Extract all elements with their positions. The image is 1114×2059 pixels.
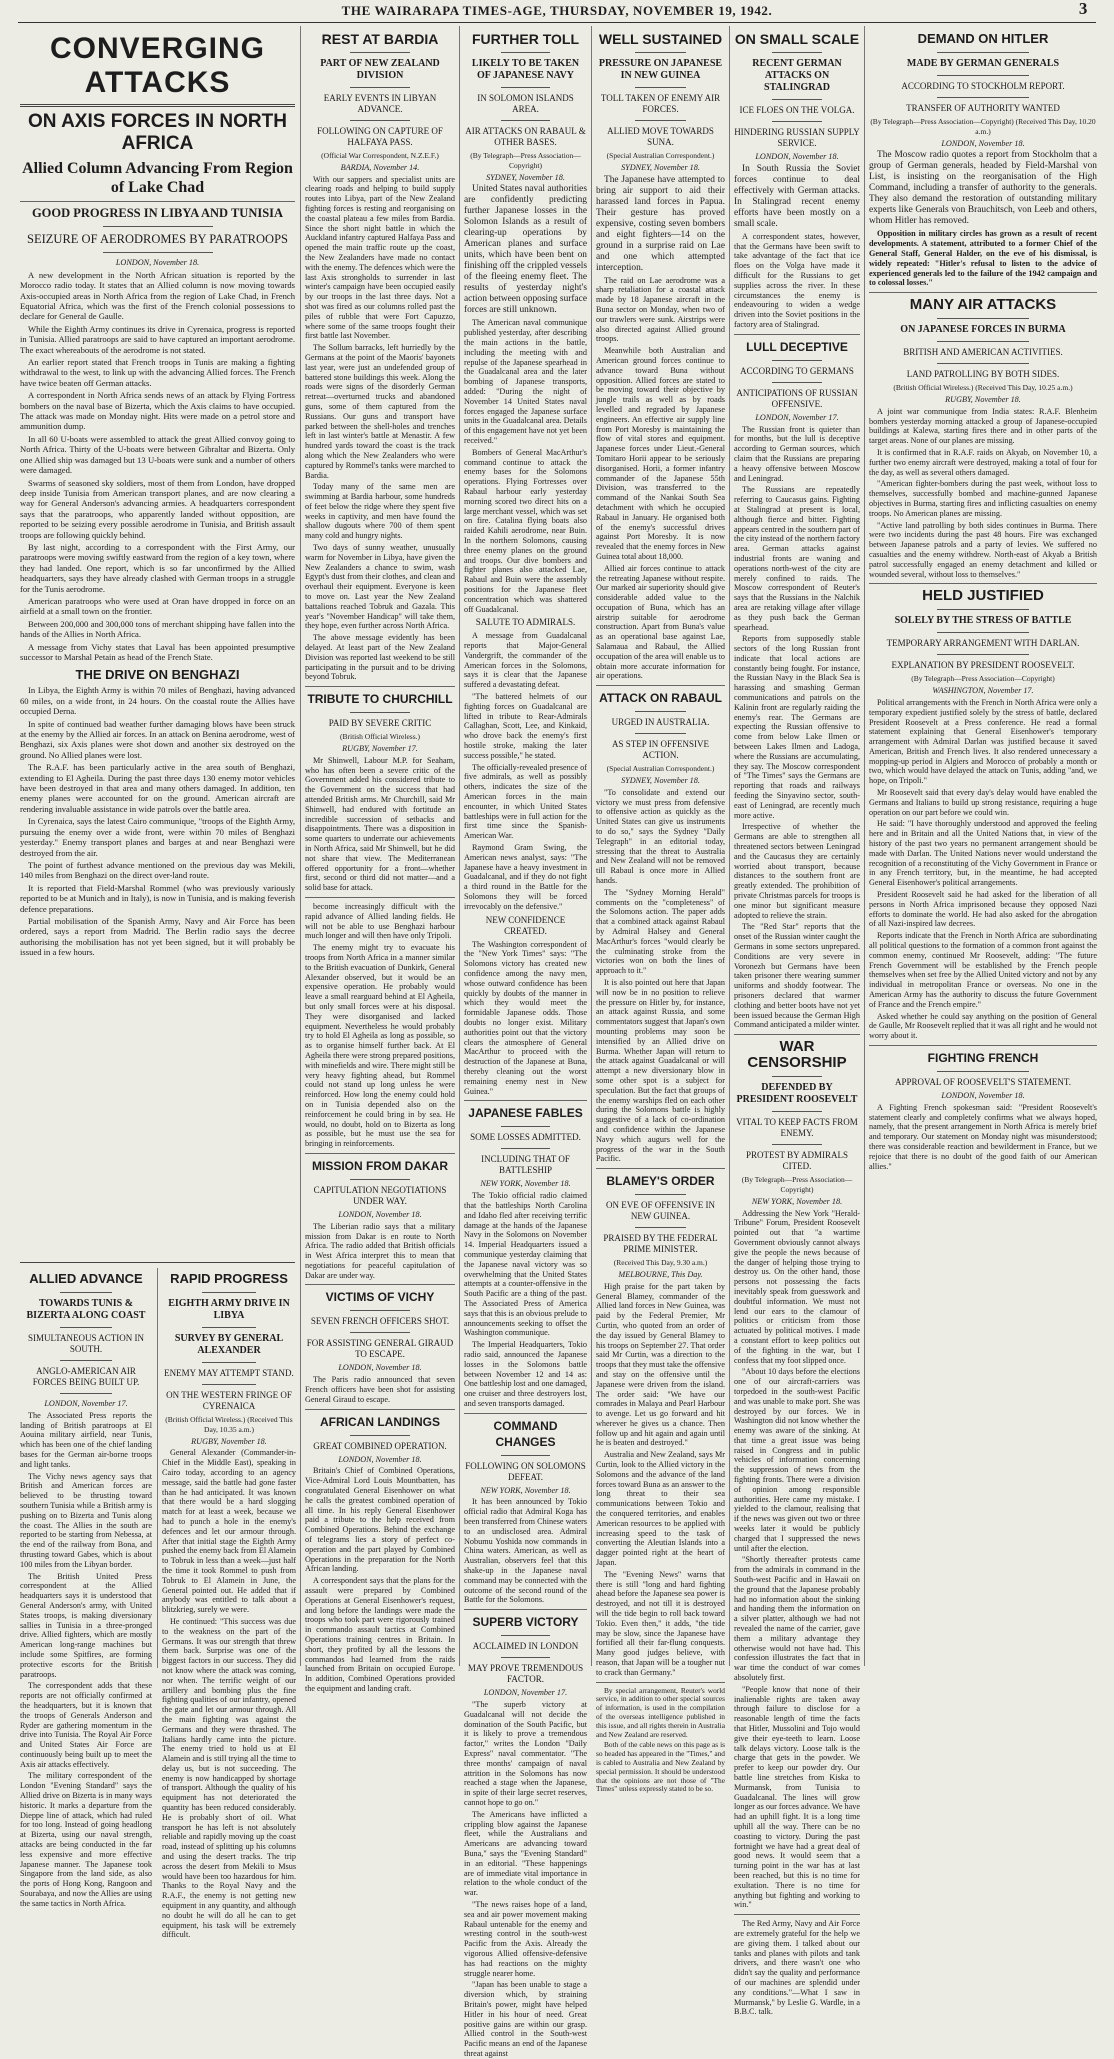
divider bbox=[202, 1327, 256, 1328]
story-subhead: ANTICIPATIONS OF RUSSIAN OFFENSIVE. bbox=[736, 387, 858, 409]
divider bbox=[937, 52, 1028, 53]
story-subhead: DEFENDED BY PRESIDENT ROOSEVELT bbox=[736, 1082, 858, 1106]
divider bbox=[350, 1435, 410, 1436]
story-subhead: AIR ATTACKS ON RABAUL & OTHER BASES. bbox=[465, 126, 586, 147]
divider bbox=[869, 292, 1097, 293]
divider bbox=[635, 1227, 687, 1228]
paragraph: Partial mobilisation of the Spanish Army, Navy and Air Force has been ordered, says a report from Madrid. The Berlin radio says the decree authorising the mobilisation has not yet been signed, but it will probably be issued in a few hours. bbox=[20, 915, 295, 958]
divider bbox=[734, 1034, 860, 1035]
dateline: LONDON, November 17. bbox=[755, 412, 839, 422]
divider bbox=[501, 1635, 550, 1636]
divider bbox=[596, 1682, 725, 1683]
paragraph: The "Sydney Morning Herald" comments on the "completeness" of the Solomons action. The paper adds that a combined attack against Rabaul by Admiral Halsey and General MacArthur's forces "would clearly be the culminating stroke from the victories won on both the lines of approach to it." bbox=[596, 887, 725, 976]
paragraph: In Libya, the Eighth Army is within 70 miles of Benghazi, having advanced 60 miles, on a wide front, in 24 hours. On the coastal route the Allies have occupied Derna. bbox=[20, 685, 295, 717]
column-4 bbox=[596, 28, 726, 1794]
story-subhead: FOR ASSISTING GENERAL GIRAUD TO ESCAPE. bbox=[306, 1338, 454, 1360]
paragraph: Australia and New Zealand, says Mr Curtin, look to the Allied victory in the Solomons and the advance of the land forces toward Buna as an answer to the long threat to their sea communications between Tokio and the conquered territories, and enables American resources to be applied with increasing speed to the task of converting the Aleutian Islands into a dagger pointed right at the heart of Japan. bbox=[596, 1450, 725, 1568]
story-subhead: ANGLO-AMERICAN AIR FORCES BEING BUILT UP. bbox=[32, 1366, 140, 1387]
credit-line: (Official War Correspondent, N.Z.E.F.) bbox=[321, 151, 439, 160]
column-2 bbox=[305, 28, 455, 1693]
story-subhead: SOME LOSSES ADMITTED. bbox=[470, 1132, 581, 1143]
story-subhead: PROTEST BY ADMIRALS CITED. bbox=[745, 1150, 849, 1172]
dateline: NEW YORK, November 18. bbox=[480, 1179, 571, 1189]
divider bbox=[20, 104, 295, 107]
story-headline: VICTIMS OF VICHY bbox=[325, 1290, 435, 1305]
paragraph: "The news raises hope of a land, sea and air power movement making Rabaul untenable for the enemy and wresting control in the south-west Pacific from the Axis. Already the vigorous Allied offensive-defensive has had reactions on the mighty struggle nearer home. bbox=[464, 1899, 587, 1978]
dateline: LONDON, November 18. bbox=[755, 152, 839, 161]
paragraph: Mr Shinwell, Labour M.P. for Seaham, who has often been a severe critic of the Government added his considered tribute to the Government on the success that had attended British arms. Mr Churchill, said Mr Shinwell, had endured with fortitude an incredible succession of setbacks and disappointments. There was a disposition in some quarters to underrate our achievements in North Africa, said Mr Shinwell, but he did not share that view. The Mediterranean offered opportunity for a front—whether first, second or third did not matter—and a solid base for attack. bbox=[305, 755, 455, 893]
paragraph: By last night, according to a correspondent with the First Army, our paratroops were moving swiftly eastward from the region of a key town, where they had landed. One report, which is so far unconfirmed by the Allied headquarters, says they have already clashed with German troops in a struggle for the Tunis aerodrome. bbox=[20, 541, 295, 594]
divider bbox=[350, 1310, 410, 1311]
story-subhead: TOWARDS TUNIS & BIZERTA ALONG COAST bbox=[26, 1298, 146, 1321]
divider bbox=[305, 897, 455, 898]
dateline: LONDON, November 18. bbox=[338, 1454, 422, 1464]
dateline: BARDIA, November 14. bbox=[340, 162, 420, 172]
main-deck-1: ON AXIS FORCES IN NORTH AFRICA bbox=[28, 111, 287, 154]
paragraph: With our sappers and specialist units are clearing roads and helping to build supply routes into Libya, part of the New Zealand fighting forces is resting and reorganising on the coastal plateau a few miles from Bardia. Since the short night battle in which the Auckland infantry captured Halfaya Pass and opened the main traffic route up the coast, the New Zealanders have made no contact with the enemy. The defences which were the last Axis strongholds to surrender in last winter's campaign have been occupied easily by our troops in the last three days. Not a shot was fired as our columns rolled past the piles of rubble that were Fort Capuzzo, where some of the same troops fought their first battle last November. bbox=[305, 174, 455, 341]
main-headline: CONVERGING ATTACKS bbox=[49, 32, 266, 99]
paragraph: The Red Army, Navy and Air Force are extremely grateful for the help we are giving them. I talked about our tanks and planes with pilots and tank drivers, and there wasn't one who didn't say the quality and performance of our machines are splendid under any conditions."—What I saw in Murmansk," by Leslie G. Wardle, in a B.B.C. talk. bbox=[734, 1919, 860, 2017]
main-deck-2: Allied Column Advancing From Region of Lake Chad bbox=[22, 160, 293, 196]
divider bbox=[60, 1393, 113, 1394]
paragraph: Britain's Chief of Combined Operations, Vice-Admiral Lord Louis Mountbatten, has congratulated General Eisenhower on what he calls the greatest combined operation of all time. In his reply General Eisenhower paid a tribute to the help received from Combined Operations. Behind the exchange of telegrams lies a story of perfect co-operation and the part played by Combined Operations in the preparation for the North African landing. bbox=[305, 1466, 455, 1574]
divider bbox=[635, 1194, 687, 1195]
divider bbox=[305, 1153, 455, 1154]
story-subhead: ALLIED MOVE TOWARDS SUNA. bbox=[607, 126, 714, 147]
column-6 bbox=[869, 28, 1097, 1668]
section-heading: THE DRIVE ON BENGHAZI bbox=[75, 667, 240, 683]
story-subhead: SURVEY BY GENERAL ALEXANDER bbox=[174, 1333, 284, 1356]
paragraph: United States naval authorities are confidently predicting further Japanese losses in the Solomon Islands as a result of clearing-up operations by American planes and surface units, which have been bent on finishing off the crippled vessels of the fleeing enemy fleet. The results of yesterday night's action between opposing surface forces are still unknown. bbox=[464, 184, 587, 316]
story-subhead: EXPLANATION BY PRESIDENT ROOSEVELT. bbox=[891, 660, 1075, 671]
story-headline: BLAMEY'S ORDER bbox=[606, 1174, 715, 1189]
credit-line: (British Official Wireless.) (Received This Day, 10.35 a.m.) bbox=[165, 1415, 293, 1434]
dateline: LONDON, November 18. bbox=[338, 1363, 422, 1373]
credit-line: (British Official Wireless.) (Received This Day, 10.25 a.m.) bbox=[893, 383, 1073, 393]
main-deck-4: SEIZURE OF AERODROMES BY PARATROOPS bbox=[27, 232, 288, 246]
section-subhead: SALUTE TO ADMIRALS. bbox=[475, 617, 576, 628]
paragraph: The Washington correspondent of the "New York Times" says: "The Solomons victory has created new confidence among the navy men, whose outward confidence has been quickly by doubts of the manner in which they would meet the formidable Japanese odds. Those doubts no longer exist. Military authorities point out that the victory clears the atmosphere of General MacArthur to proceed with the destruction of the Japanese at Buna, thereby cleaning out the worst remaining enemy nest in New Guinea." bbox=[464, 939, 587, 1096]
paragraph: An earlier report stated that French troops in Tunis are making a fighting withdrawal to the west, to link up with the advancing Allied forces. The French have twice beaten off German attacks. bbox=[20, 357, 295, 388]
story-headline: ATTACK ON RABAUL bbox=[599, 691, 722, 706]
story-subhead: MADE BY GERMAN GENERALS bbox=[906, 58, 1060, 69]
story-subhead: PRESSURE ON JAPANESE IN NEW GUINEA bbox=[598, 58, 723, 81]
paragraph: Allied air forces continue to attack the retreating Japanese without respite. Our marked air superiority should give considerable added value to the occupation of Buna, which has an airstrip suitable for aerodrome construction. Apart from Buna's value as an operational base against Lae, Salamaua and Rabaul, the Allied occupation of the area will enable us to obtain more accurate information for air operations. bbox=[596, 563, 725, 681]
paragraph: A joint war communique from India states: R.A.F. Blenheim bombers yesterday morning attacked a group of Japanese-occupied buildings at Kalewa, starting fires there and in other parts of the target areas. None of our planes are missing. bbox=[869, 406, 1097, 446]
divider bbox=[350, 1332, 410, 1333]
paragraph: It is confirmed that in R.A.F. raids on Akyab, on November 10, a further two enemy aircraft were destroyed, making a total of four for the day, as well as several others damaged. bbox=[869, 447, 1097, 477]
paragraph: "American fighter-bombers during the past week, without loss to themselves, successfully bombed and machine-gunned Japanese objectives in Burma, starting fires and inflicting casualties on enemy troops. No American planes are missing. bbox=[869, 479, 1097, 518]
divider bbox=[501, 87, 550, 88]
paragraph: In spite of continued bad weather further damaging blows have been struck at the enemy by the Allied air forces. In an attack on Benina aerodrome, west of Benghazi, six Axis planes were shot down and another six destroyed on the ground. No Allied planes were lost. bbox=[20, 718, 295, 760]
paragraph: The raid on Lae aerodrome was a sharp retaliation for a coastal attack made by 18 Japanese aircraft in the Buna sector on Monday, when two of our trawlers were sunk. Airstrips were also directed against Allied ground troops. bbox=[596, 275, 725, 344]
story-headline: SUPERB VICTORY bbox=[472, 1615, 579, 1630]
dateline: RUGBY, November 18. bbox=[191, 1436, 267, 1446]
paragraph: The correspondent adds that these reports are not officially confirmed at the headquarters, but it is known that the troops of Generals Anderson and Ryder are gathering momentum in the drive into Tunisia. The Royal Air Force and United States Air Force are continuously being built up to meet the Axis air attacks effectively. bbox=[20, 1681, 152, 1769]
dateline: SYDNEY, November 18. bbox=[486, 172, 565, 182]
credit-line: (By Telegraph—Press Association—Copyright) bbox=[911, 674, 1055, 684]
divider bbox=[464, 1609, 587, 1610]
story-headline: FIGHTING FRENCH bbox=[927, 1051, 1039, 1065]
divider bbox=[60, 1327, 113, 1328]
divider bbox=[501, 1148, 550, 1149]
paragraph: President Roosevelt said he had asked for the liberation of all persons in North Africa imprisoned because they opposed Nazi efforts to dominate the world. He had also asked for the abrogation of all Nazi-inspired law decrees. bbox=[869, 890, 1097, 929]
divider bbox=[202, 1362, 256, 1363]
divider bbox=[937, 97, 1028, 98]
credit-line: (Special Australian Correspondent.) bbox=[606, 151, 715, 160]
paragraph: In South Russia the Soviet forces continue to deal effectively with German attacks. In Stalingrad recent enemy efforts have been mostly on a small scale. bbox=[734, 163, 860, 229]
paragraph: A Fighting French spokesman said: "President Roosevelt's statement clearly and completely confirms what we always hoped, namely, that the present arrangement in North Africa is merely brief and temporary. Our statement on Monday night was misunderstood; there was considerable reaction and bewilderment in France, but we rejoice that there is no doubt of the good faith of our American allies." bbox=[869, 1102, 1097, 1171]
credit-line: (By Telegraph—Press Association—Copyright) bbox=[741, 1175, 853, 1194]
main-deck-3: GOOD PROGRESS IN LIBYA AND TUNISIA bbox=[31, 206, 284, 220]
paragraph: Between 200,000 and 300,000 tons of merchant shipping have fallen into the hands of the Allies in North Africa. bbox=[20, 618, 295, 640]
story-subhead: AS STEP IN OFFENSIVE ACTION. bbox=[612, 739, 709, 761]
story-subhead: IN SOLOMON ISLANDS AREA. bbox=[477, 93, 574, 114]
story-headline: WELL SUSTAINED bbox=[598, 31, 723, 47]
paragraph: The point of furthest advance mentioned on the previous day was Mekili, 140 miles from Benghazi on the direct over-land route. bbox=[20, 859, 295, 881]
paragraph: Reports indicate that the French in North Africa are subordinating all political questions to the formation of a common front against the common enemy, continued Mr Roosevelt, adding: "The future French Government will be established by the French people themselves when set free by the Allied United victory and not by any individual in metropolitan France or overseas. No one in the American Army has the authority to discuss the future Government of France and the French empire." bbox=[869, 931, 1097, 1009]
divider bbox=[596, 1168, 725, 1169]
divider bbox=[20, 201, 295, 202]
story-subhead: TRANSFER OF AUTHORITY WANTED bbox=[906, 103, 1060, 113]
story-headline: WAR CENSORSHIP bbox=[747, 1038, 847, 1072]
story-subhead: ICE FLOES ON THE VOLGA. bbox=[739, 105, 855, 115]
footnote: By special arrangement, Reuter's world service, in addition to other special sources of information, is used in the compilation of the overseas intelligence published in this issue, and all rights therein in Australia and New Zealand are reserved. bbox=[596, 1685, 725, 1739]
paragraph: While the Eighth Army continues its drive in Cyrenaica, progress is reported in Tunisia. Allied paratroops are said to have captured an important aerodrome. The exact whereabouts of the aerodrome is not stated. bbox=[20, 323, 295, 355]
story-subhead: SEVEN FRENCH OFFICERS SHOT. bbox=[310, 1316, 450, 1327]
paragraph: The Russian front is quieter than for months, but the lull is deceptive according to German sources, which claim that the Russians are preparing a heavy offensive between Moscow and Leningrad. bbox=[734, 424, 860, 483]
paragraph: The above message evidently has been delayed. At least part of the New Zealand Division was reported last weekend to be still participating in the pursuit and to be driving beyond Tobruk. bbox=[305, 633, 455, 682]
story-subhead: HINDERING RUSSIAN SUPPLY SERVICE. bbox=[734, 127, 860, 148]
paragraph: It is reported that Field-Marshal Rommel (who was previously variously reported to be at Munich and in Italy), is now in Tunisia, and is making feverish defence preparations. bbox=[20, 882, 295, 914]
story-headline: JAPANESE FABLES bbox=[468, 1106, 583, 1121]
divider bbox=[350, 120, 410, 121]
divider bbox=[635, 733, 687, 734]
story-headline: TRIBUTE TO CHURCHILL bbox=[307, 692, 453, 707]
credit-line: (Special Australian Correspondent.) bbox=[606, 764, 715, 774]
divider bbox=[20, 1262, 295, 1263]
paragraph: "The superb victory at Guadalcanal will not decide the domination of the South Pacific, but it is likely to prove a tremendous factor," writes the London "Daily Express" naval commentator. "The three months' campaign of naval attrition in the Solomons has now reached a stage when the Japanese, in spite of their large secret reserves, cannot hope to go on." bbox=[464, 1700, 587, 1808]
story-allied-advance bbox=[20, 1268, 152, 1908]
divider bbox=[501, 1657, 550, 1658]
story-subhead: URGED IN AUSTRALIA. bbox=[611, 717, 710, 728]
paragraph: Bombers of General MacArthur's command continue to attack the enemy bases for the Solomons operations. Flying Fortresses over Rabaul harbour early yesterday morning scored two direct hits on a large merchant vessel, which was set on fire. Catalina flying boats also raided Kahili aerodrome, near Buin. In the northern Solomons, causing three enemy planes on the ground and troops. Our dive bombers and fighter planes also attacked Lae, Rabaul and Buin were the assembly positions for the Japanese fleet concentration which was shattered off Guadalcanal. bbox=[464, 447, 587, 614]
paragraph: The Tokio official radio claimed that the battleships North Carolina and Idaho fled after receiving terrific damage at the hands of the Japanese Navy in the Solomons on November 14. Imperial Headquarters issued a communique yesterday claiming that the Japanese naval victory was so overwhelming that the United States attempts at a counter-offensive in the South Pacific are a thing of the past. The Associated Press of America says that this is an obvious prelude to announcements seeking to offset the Washington communique. bbox=[464, 1191, 587, 1338]
paragraph: "People know that none of their inalienable rights are taken away through failure to disclose for a reasonable length of time the facts that Hitler, Mussolini and Tojo would give their eye-teeth to learn. Loose talk delays victory. Loose talk is the charge that gets in the powder. We prefer to keep our powder dry. Our battle line stretches from Kiska to Murmansk, from Tunisia to Guadalcanal. The lines will grow longer as our forces advance. We have had an uphill fight. It is a long time uphill all the way. There can be no coasting to victory. During the past fortnight we have had a great deal of good news. It would seem that a turning point in the war has at last been reached, but this is no time for exultation. There is no time for anything but fighting and working to win." bbox=[734, 1684, 860, 1910]
paragraph: "About 10 days before the elections one of our aircraft-carriers was torpedoed in the south-west Pacific and was unable to make port. She was destroyed by our forces. We in Washington did not know whether the enemy was aware of the sinking. At that time a great issue was being raised in Congress and in public vehicles of information concerning the suppression of news from the fighting fronts. There were a division of opinion among responsible authorities. Here came my mistake. I yielded to the clamour, realising that if the news was given out two or three weeks later it would be publicly charged that I suppressed the news until after the election. bbox=[734, 1367, 860, 1553]
paragraph: The Moscow radio quotes a report from Stockholm that a group of German generals, headed by Field-Marshal von List, is insisting on the reorganisation of the High Command, including a transfer of authority to the generals. They also demand the restoration of outstanding military experts like Generals von Brauchitsch, von Leeb and others, whom Hitler has removed. bbox=[869, 150, 1097, 227]
story-headline: HELD JUSTIFIED bbox=[922, 587, 1044, 605]
divider bbox=[772, 360, 822, 361]
paragraph: The Liberian radio says that a military mission from Dakar is en route to North Africa. The radio added that British officials in West Africa interpret this to mean that negotiations for peaceful capitulation of Dakar are under way. bbox=[305, 1221, 455, 1280]
divider bbox=[305, 1284, 455, 1285]
divider bbox=[937, 654, 1028, 655]
divider bbox=[350, 87, 410, 88]
paragraph: A correspondent in North Africa sends news of an attack by Flying Fortress bombers on the naval base of Bizerta, which the Axis claims to have occupied. The attack was made on Monday night. Hits were made on a petrol store and ammunition dump. bbox=[20, 390, 295, 432]
story-subhead: GREAT COMBINED OPERATION. bbox=[313, 1440, 447, 1451]
divider bbox=[937, 363, 1028, 364]
dateline: LONDON, November 17. bbox=[483, 1688, 568, 1698]
paragraph: Reports from supposedly stable sectors of the long Russian front indicate that local actions are constantly being fought. For instance, the Russian Navy in the Black Sea is harassing and smashing German communications and patrols on the Kalinin front are regularly raiding the enemy's rear. The Germans are expecting the Russian offensive to come from below Lake Ilmen or between Lakes Ilmen and Ladoga, where the Russians are accumulating, they say. The Moscow correspondent of "The Times" says the Germans are reporting that roads and railways feeding the Sinyavino sector, south-east of Leningrad, are recently much more active. bbox=[734, 634, 860, 820]
story-subhead: LIKELY TO BE TAKEN OF JAPANESE NAVY bbox=[471, 58, 580, 81]
divider bbox=[734, 1914, 860, 1915]
story-rapid-progress bbox=[162, 1268, 296, 1940]
divider bbox=[501, 1126, 550, 1127]
paragraph: Opposition in military circles has grown as a result of recent developments. A statement, attributed to a former Chief of the General Staff, General Halder, on the eve of his dismissal, is widely repeated: "Hitler's refusal to listen to the advice of experienced generals led to the failure of the 1942 campaign and to colossal losses." bbox=[869, 229, 1097, 288]
divider bbox=[772, 1076, 822, 1077]
story-subhead: INCLUDING THAT OF BATTLESHIP bbox=[481, 1154, 570, 1176]
divider bbox=[350, 1179, 410, 1180]
paragraph: The R.A.F. has been particularly active in the area south of Benghazi, extending to El Agheila. During the past three days 130 enemy motor vehicles have been destroyed in that area and many others damaged. In addition, ten enemy planes were accounted for on the ground. American aircraft are rendering invaluable assistance in wide patrols over the battle area. bbox=[20, 762, 295, 814]
story-subhead: FOLLOWING ON SOLOMONS DEFEAT. bbox=[465, 1460, 586, 1482]
story-headline: REST AT BARDIA bbox=[321, 31, 439, 47]
divider bbox=[60, 1360, 113, 1361]
column-rule bbox=[729, 26, 730, 1666]
paragraph: He said: "I have thoroughly understood and approved the feeling here and in Britain and all the United Nations that, in view of the history of the past two years no permanent arrangement should be made with Darlan. The United Nations never would understand the recognition of a reconstituting of the Vichy Government in France or in any French territory, but, in the meantime, he had accepted General Eisenhower's political arrangements. bbox=[869, 819, 1097, 888]
divider bbox=[464, 1413, 587, 1414]
credit-line: (By Telegraph—Press Association—Copyright) bbox=[470, 151, 581, 170]
paragraph: The British United Press correspondent at the Allied headquarters says it is understood that General Anderson's army, with United States troops, is making diversionary sallies in Tunisia in a three-pronged drive. Allied fighters, which are mostly American long-range machines but include some Spitfires, are forming protective escorts for the British paratroops. bbox=[20, 1571, 152, 1679]
story-subhead: BRITISH AND AMERICAN ACTIVITIES. bbox=[903, 347, 1063, 358]
divider bbox=[937, 1071, 1028, 1072]
paragraph: The Japanese have attempted to bring air support to aid their harassed land forces in Papua. Their gesture has proved expensive, costing seven bombers and eight fighters—14 on the ground in a surprise raid on Lae and one which attempted interception. bbox=[596, 174, 725, 273]
paragraph: Irrespective of whether the Germans are able to strengthen all threatened sectors between Leningrad and the Caucasus they are certainly worried about transport, because distances to the southern front are greatly extended. The prohibition of private Christmas parcels for troops is one minor but significant measure adopted to relieve the strain. bbox=[734, 822, 860, 920]
story-headline: ALLIED ADVANCE bbox=[29, 1271, 143, 1286]
divider bbox=[734, 334, 860, 335]
dateline: RUGBY, November 18. bbox=[945, 394, 1021, 404]
paragraph: Political arrangements with the French in North Africa were only a temporary expedient justified solely by the stress of battle, declared President Roosevelt at a Press conference. He read a formal statement explaining that General Eisenhower's temporary arrangement with Admiral Darlan was justified because it saved American, British and French lives. It also rendered unnecessary a mopping-up period in Algiers and Morocco of probably a month or two, which would have delayed the attack on Tunis, adding "and, we hope, on Tripoli." bbox=[869, 697, 1097, 786]
divider bbox=[305, 686, 455, 687]
divider bbox=[305, 1409, 455, 1410]
column-rule bbox=[459, 26, 460, 1666]
paragraph: The Imperial Headquarters, Tokio radio said, announced the Japanese losses in the Solomons battle between November 12 and 14 as: One battleship lost and one damaged, one cruiser and three destroyers lost, and seven transports damaged. bbox=[464, 1340, 587, 1408]
story-subhead: PRAISED BY THE FEDERAL PRIME MINISTER. bbox=[603, 1233, 718, 1255]
masthead bbox=[18, 0, 1096, 23]
paragraph: The Associated Press reports the landing of British paratroops at El Aouina military airfield, near Tunis, which has been one of the chief landing bases for the German air-borne troops and light tanks. bbox=[20, 1410, 152, 1469]
column-3 bbox=[464, 28, 587, 2058]
divider bbox=[772, 1144, 822, 1145]
divider bbox=[772, 52, 822, 53]
paragraph: become increasingly difficult with the rapid advance of Allied landing fields. He will not be able to use Benghazi harbour much longer and will then have only Tripoli. bbox=[305, 901, 455, 941]
story-headline: AFRICAN LANDINGS bbox=[320, 1414, 440, 1429]
paragraph: A new development in the North African situation is reported by the Morocco radio today. It states that an Allied column is now moving towards Axis-occupied areas in North Africa from the region of Lake Chad, in French Equatorial Africa, which was the first of the French colonial possessions to declare for General de Gaulle. bbox=[20, 269, 295, 322]
paragraph: The Paris radio announced that seven French officers have been shot for assisting General Giraud to escape. bbox=[305, 1375, 455, 1404]
story-headline: RAPID PROGRESS bbox=[170, 1271, 288, 1286]
dateline: LONDON, November 18. bbox=[941, 1091, 1025, 1100]
dateline: LONDON, November 17. bbox=[44, 1399, 128, 1408]
column-rule bbox=[157, 1268, 158, 1668]
story-subhead: ACCLAIMED IN LONDON bbox=[472, 1641, 579, 1652]
credit-line: (By Telegraph—Press Association—Copyright) (Received This Day, 10.20 a.m.) bbox=[870, 117, 1096, 136]
paragraph: The "Evening News" warns that there is still "long and hard fighting ahead before the Japanese sea power is destroyed, and not till it is destroyed will the tide begin to roll back toward Tokio. Even then," it adds, "the tide may be slow, since the Japanese have fortified all their far-flung conquests. Many good judges believe, with reason, that Japan will be a tougher nut to crack than Germany." bbox=[596, 1569, 725, 1677]
divider bbox=[772, 1111, 822, 1112]
divider bbox=[103, 252, 213, 253]
story-subhead: PART OF NEW ZEALAND DIVISION bbox=[320, 58, 440, 81]
story-subhead: LAND PATROLLING BY BOTH SIDES. bbox=[906, 369, 1060, 380]
story-subhead: ACCORDING TO GERMANS bbox=[740, 365, 854, 376]
divider bbox=[869, 1045, 1097, 1046]
divider bbox=[202, 1292, 256, 1293]
paragraph: The American naval communique published yesterday, after describing the main actions in the battle, including the meeting with and repulse of the Japanese spearhead in the Guadalcanal area and the later bombing of Japanese transports, added: "During the night of November 14 United States naval forces engaged the Japanese surface units in the Guadalcanal area. Details of this engagement have not yet been received." bbox=[464, 318, 587, 445]
story-headline: MANY AIR ATTACKS bbox=[909, 296, 1057, 314]
dateline: NEW YORK, November 18. bbox=[751, 1196, 843, 1206]
column-rule bbox=[591, 26, 592, 1666]
paragraph: It is also pointed out here that Japan will now be in no position to relieve the pressure on Hitler by, for instance, an attack against Russia, and some commentators suggest that Japan's own mounting problems may soon be intensified by an Allied drive on Burma. Whether Japan will return to the attack against Guadalcanal or will attempt a new diversionary blow in some other spot is a subject for speculation. But the fact that groups of the enemy warships fled on each other during the Solomons battle is highly suggestive of a lack of co-ordination and confidence within the Japanese Navy which augurs well for the progress of the war in the South Pacific. bbox=[596, 978, 725, 1164]
divider bbox=[501, 120, 550, 121]
divider bbox=[937, 75, 1028, 76]
story-subhead: FOLLOWING ON CAPTURE OF HALFAYA PASS. bbox=[317, 126, 443, 147]
dateline: RUGBY, November 17. bbox=[342, 744, 418, 754]
divider bbox=[635, 711, 687, 712]
story-subhead: PAID BY SEVERE CRITIC bbox=[328, 718, 432, 729]
paragraph: Today many of the same men are swimming at Bardia harbour, some hundreds of feet below the ridge where they spent five weeks in captivity, and men have found the shallow dugouts where 700 of them spent many cold and hungry nights. bbox=[305, 482, 455, 541]
column-5 bbox=[734, 28, 860, 2017]
story-subhead: MAY PROVE TREMENDOUS FACTOR. bbox=[467, 1663, 584, 1685]
paragraph: The military correspondent of the London "Evening Standard" says the Allied drive on Bizerta is in many ways historic. It marks a departure from the Dieppe line of attack, which had ruled for too long. Instead of going headlong at Bizerta, using our naval strength, attacks are being conducted in the far less expensive and more effective Japanese manner. The Japanese took Singapore from the land side, as also the ports of Hong Kong, Rangoon and Sourabaya, and now the Allies are using the same tactics in North Africa. bbox=[20, 1771, 152, 1908]
paragraph: A correspondent states, however, that the Germans have been swift to take advantage of the fact that ice floes on the Volga have made it difficult for the Russians to get supplies across the river. In these circumstances the enemy is endeavouring to widen a wedge driven into the Soviet positions in the factory area of Stalingrad. bbox=[734, 231, 860, 329]
page-number: 3 bbox=[1078, 0, 1088, 18]
dateline: MELBOURNE, This Day. bbox=[618, 1269, 703, 1279]
paragraph: Swarms of seasoned sky soldiers, most of them from London, have dropped deep inside Tunisia from American transport planes, and are now clearing a way for General Anderson's advancing armies. A headquarters correspondent says that the paratroops, who apparently landed without opposition, are reported to be seizing every possible aerodrome in Tunisia, and British assault troops are following quickly behind. bbox=[20, 477, 295, 540]
paragraph: "Shortly thereafter protests came from the admirals in command in the South-west Pacific and in Hawaii on the ground that the Japanese probably had no information about the sinking and handing them the information on a silver platter, although we had not revealed the name of the carrier, gave them a military advantage they otherwise would not have had. This confession illustrates the fact that in war time the conduct of war comes absolutely first. bbox=[734, 1555, 860, 1683]
divider bbox=[60, 1292, 113, 1293]
story-headline: FURTHER TOLL bbox=[471, 31, 580, 47]
paragraph: "The battered helmets of our fighting forces on Guadalcanal are lifted in tribute to Rear-Admirals Callaghan, Scott, Lee, and Kinkaid, who drove back the enemy's first hostile stroke, making the later success possible," he stated. bbox=[464, 692, 587, 760]
paragraph: "To consolidate and extend our victory we must press from defensive to offensive action as quickly as the United States can give us instruments to do so," says the Sydney "Daily Telegraph" in an editorial today, stressing that the threat to Australia and New Zealand will not be removed till Rabaul is once more in Allied hands. bbox=[596, 787, 725, 886]
divider bbox=[350, 712, 410, 713]
divider bbox=[501, 52, 550, 53]
divider bbox=[869, 583, 1097, 584]
paragraph: General Alexander (Commander-in-Chief in the Middle East), speaking in Cairo today, according to an agency message, said the battle had gone faster than he had anticipated. It was known that there would be a hard slogging match for at least a week, because we had to punch a hole in the enemy's defences and let our armour through. After that initial stage the Eighth Army pushed the enemy back from El Alamein to Tobruk in less than a week—just half the time it took Rommel to push from Tobruk to El Alamein in June, the General pointed out. He added that if anybody was entitled to talk about a blitzkrieg, surely we were. bbox=[162, 1448, 296, 1615]
paragraph: The "Red Star" reports that the onset of the Russian winter caught the Germans in some sectors unprepared. Conditions are very severe in Voronezh but Germans have been taken prisoner there wearing summer uniforms and shoddy footwear. The prisoners declared that warmer clothing and better boots have not yet been issued because the German High Command anticipated a milder winter. bbox=[734, 922, 860, 1030]
credit-line: (British Official Wireless.) bbox=[339, 732, 421, 742]
paragraph: The enemy might try to evacuate his troops from North Africa in a manner similar to the British evacuation of Dunkirk, General Alexander observed, but it would be an expensive operation. He probably would leave a small rearguard behind at El Agheila, but only small forces were at his disposal. They were disorganised and lacked equipment. Nevertheless he would probably try to hold El Agheila as long as possible, so as to organise himself further back. At El Agheila there were strong prepared positions, with minefields and wire. There might still be very heavy fighting ahead, but Rommel could not stand up long unless he were reinforced. How long the enemy could hold on in Tunisia depended also on the reinforcement he could bring in by sea. He would, no doubt, hold on to Bizerta as long as possible, but he must use the sea for bringing in reinforcements. bbox=[305, 943, 455, 1149]
story-subhead: SOLELY BY THE STRESS OF BATTLE bbox=[894, 615, 1072, 627]
divider bbox=[596, 685, 725, 686]
column-rule bbox=[864, 26, 865, 1666]
paragraph: A correspondent says that the plans for the assault were prepared by Combined Operations at General Eisenhower's request, and long before the landings were made the troops who took part were rigorously trained in commando assault tactics at Combined Operations training centres in Britain. In short, they profited by all the lessons the commandos had learned from the raids launched from Britain on occupied Europe. In addition, Combined Operations provided the equipment and landing craft. bbox=[305, 1576, 455, 1693]
dateline: SYDNEY, November 18. bbox=[621, 162, 700, 172]
paragraph: Two days of sunny weather, unusually warm for November in Libya, have given the New Zealanders a chance to swim, wash Egypt's dust from their clothes, and clean and overhaul their equipment. Everyone is keen to move on. Last year the New Zealand battalions reached Tobruk and Gazala. This year's "November Handicap" will take them, they hope, even further across North Africa. bbox=[305, 543, 455, 631]
story-subhead: ON JAPANESE FORCES IN BURMA bbox=[900, 324, 1066, 336]
story-headline: ON SMALL SCALE bbox=[734, 31, 860, 47]
paragraph: Mr Roosevelt said that every day's delay would have enabled the Germans and Italians to build up strong resistance, requiring a huge operation on our part before we could win. bbox=[869, 788, 1097, 817]
dateline: LONDON, November 18. bbox=[338, 1209, 422, 1219]
paragraph: A message from Guadalcanal reports that Major-General Vandergrift, the commander of the American forces in the Solomons, says it is clear that the Japanese suffered a devastating defeat. bbox=[464, 631, 587, 690]
divider bbox=[937, 632, 1028, 633]
story-headline: LULL DECEPTIVE bbox=[746, 339, 848, 354]
paragraph: It has been announced by Tokio official radio that Admiral Koga has been transferred from Chinese waters to an undisclosed area. Admiral Nobumu Yoshida now commands in China waters. American, as well as Australian, observers feel that this shake-up in the Japanese naval command may be connected with the outcome of the second round of the Battle for the Solomons. bbox=[464, 1497, 587, 1605]
paragraph: A message from Vichy states that Laval has been appointed presumptive successor to Marshal Petain as head of the French State. bbox=[20, 641, 295, 663]
credit-line: (Received This Day, 9.30 a.m.) bbox=[613, 1258, 708, 1268]
dateline: NEW YORK, November 18. bbox=[480, 1485, 571, 1495]
paragraph: Addressing the New York "Herald-Tribune" Forum, President Roosevelt pointed out that "a wartime Government obviously cannot always give the people the news because of the danger of helping those trying to destroy us. On the other hand, those persons not possessing the facts inevitably speak from guesswork and doubtful information. We must not lend our ears to the clamour of politics or criticism from those actuated by political motives. I made a constant effort to keep politics out of the fighting in the war, but I confess that my foot slipped once. bbox=[734, 1208, 860, 1365]
paragraph: Meanwhile both Australian and American ground forces continue to advance toward Buna without opposition. Allied forces are stated to be moving toward their objective by jungle trails as well as by roads levelled and regraded by Japanese engineers. An effective air supply line from Port Moresby is maintaining the flow of vital stores and equipment. Japanese forces under Lieut.-General Tomitaro Horii appear to be seriously disorganised. Horii, a former infantry commander of the Japanese 55th Division, was transferred to the command of the Nankai South Sea detachment with which he occupied Rabaul in January. He organised both of the enemy's successful drives against Port Moresby. It is now revealed that the enemy forces in New Guinea total about 18,000. bbox=[596, 346, 725, 561]
story-subhead: TOLL TAKEN OF ENEMY AIR FORCES. bbox=[600, 93, 721, 114]
divider bbox=[635, 52, 687, 53]
dateline: SYDNEY, November 18. bbox=[621, 776, 700, 786]
paragraph: The Americans have inflicted a crippling blow against the Japanese fleet, while the Australians and Americans are advancing toward Buna," says the "Evening Standard" in an editorial. "These happenings are of immediate vital importance in relation to the whole conduct of the war. bbox=[464, 1809, 587, 1898]
divider bbox=[350, 52, 410, 53]
story-subhead: ENEMY MAY ATTEMPT STAND. bbox=[164, 1368, 294, 1378]
section-subhead: NEW CONFIDENCE CREATED. bbox=[485, 914, 566, 936]
masthead-title: THE WAIRARAPA TIMES-AGE, THURSDAY, NOVEMBER 19, 1942. bbox=[341, 3, 773, 18]
story-headline: COMMAND CHANGES bbox=[493, 1418, 558, 1449]
divider bbox=[501, 1455, 550, 1456]
story-subhead: TEMPORARY ARRANGEMENT WITH DARLAN. bbox=[886, 638, 1080, 649]
story-subhead: CAPITULATION NEGOTIATIONS UNDER WAY. bbox=[313, 1184, 447, 1206]
paragraph: "Active land patrolling by both sides continues in Burma. There were two incidents during the past 48 hours. Fire was exchanged between Japanese patrols and a party of levies. We suffered no casualties and the enemy withdrew. North-east of Akyab a British patrol successfully engaged an enemy detachment and killed or wounded several, without loss to themselves." bbox=[869, 520, 1097, 579]
paragraph: In Cyrenaica, says the latest Cairo communique, "troops of the Eighth Army, pursuing the enemy over a wide front, were within 70 miles of Benghazi yesterday." Enemy transport planes and barges at and near Benghazi were destroyed from the air. bbox=[20, 816, 295, 858]
paragraph: In all 60 U-boats were assembled to attack the great Allied convoy going to North Africa. Thirty of the U-boats were between Gibraltar and Bizerta. Only one Allied ship was damaged but 13 U-boats were sunk and a number of others were damaged. bbox=[20, 433, 295, 476]
dateline: LONDON, November 18. bbox=[115, 258, 200, 267]
paragraph: The Sollum barracks, left hurriedly by the Germans at the point of the Maoris' bayonets last year, were just an undefended group of battered stone buildings this week. Along the roads were signs of the disorderly German retreat—overturned trucks and abandoned guns, some of them captured from the Russians. Our guns and transport have parked between the shell-holes and trenches left in last winter's battle at Menastir. A few hundred yards toward the coast is the track along which the New Zealanders who were captured by Rommel's tanks were marched to Bardia. bbox=[305, 343, 455, 480]
divider bbox=[464, 1100, 587, 1101]
paragraph: Raymond Gram Swing, the American news analyst, says: "The Japanese have a heavy investment in Guadalcanal, and if they do not fight a third round in the Battle for the Solomons they will be forced irrevocably on the defensive." bbox=[464, 843, 587, 911]
paragraph: He continued: "This success was due to the weakness on the part of the Germans. It was our strength that threw them back. Surprise was one of the biggest factors in our success. They did not know where the attack was coming, nor when. The terrific weight of our artillery and bombing plus the fine fighting qualities of our infantry, opened the gate and let our armour through. All the main fighting was against the Germans and they were thrashed. The Italians hardly came into the picture. The enemy tried to hold us at El Alamein and is still trying all the time to delay us, but is not succeeding. The enemy is now handicapped by shortage of transport. Although the quality of his equipment has not deteriorated the quantity has been reduced considerably. He is probably short of oil. What transport he has left is not absolutely reliable and rapidly moving up the coast road, instead of splitting up his columns and using the desert tracks. The trip across the desert from Mekili to Msus would have been too hazardous for him. Thanks to the Royal Navy and the R.A.F., the enemy is not getting new equipment in any quantity, and although no doubt he will do all he can to get equipment, his task will be extremely difficult. bbox=[162, 1616, 296, 1940]
divider bbox=[937, 341, 1028, 342]
paragraph: American paratroops who were used at Oran have dropped in force on an airfield at a small town on the frontier. bbox=[20, 595, 295, 617]
paragraph: The Vichy news agency says that British and American forces are believed to be thrusting toward southern Tunisia while a British army is pushing on to Bizerta and Tunis along the coast. The Allies in the south are reported to be starting from Nebessa, at the end of the railway from Bona, and thrusting toward Gabes, which is about 100 miles from the Libyan border. bbox=[20, 1471, 152, 1569]
story-subhead: EARLY EVENTS IN LIBYAN ADVANCE. bbox=[323, 93, 437, 114]
story-subhead: VITAL TO KEEP FACTS FROM ENEMY. bbox=[736, 1117, 858, 1139]
divider bbox=[937, 609, 1028, 610]
column-rule bbox=[300, 26, 301, 1666]
story-subhead: SIMULTANEOUS ACTION IN SOUTH. bbox=[28, 1333, 144, 1354]
dateline: LONDON, November 18. bbox=[941, 138, 1025, 148]
story-headline: DEMAND ON HITLER bbox=[917, 31, 1049, 46]
story-subhead: ON EVE OF OFFENSIVE IN NEW GUINEA. bbox=[605, 1200, 715, 1222]
paragraph: The officially-revealed presence of five admirals, as well as possibly others, indicates the size of the American forces in the main encounter, in which United States battleships were in full action for the first time since the Spanish-American War. bbox=[464, 762, 587, 841]
paragraph: The Russians are repeatedly referring to Caucasus gains. Fighting at Stalingrad at present is local, although fierce and bitter. Fighting appears centred in the southern part of the city instead of the northern factory area. German attacks against industrial fronts are waning and operations north-west of the city are merely confined to raids. The Moscow correspondent of Reuter's says that the Russians in the Nalchik area are retaking village after village as they push back the German spearhead. bbox=[734, 485, 860, 632]
paragraph: High praise for the part taken by General Blamey, commander of the Allied land forces in New Guinea, was paid by the Federal Premier, Mr Curtin, who quoted from an order of the day issued by General Blamey to his troops on September 27. That order said Mr Curtin, was a direction to the troops that they must take the offensive and stay on the offensive until the Japanese were driven from the island. The order said: "We have our comrades in Malaya and Pearl Harbour to avenge. Let us go forward and hit wherever he gives us a chance. Then follow up and hit again and again until he is beaten and destroyed." bbox=[596, 1281, 726, 1448]
story-headline: MISSION FROM DAKAR bbox=[312, 1158, 448, 1173]
footnote: Both of the cable news on this page as is so headed has appeared in the "Times," and is cabled to Australia and New Zealand by special permission. It should be understood that the opinions are not those of "The Times" unless expressly stated to be so. bbox=[596, 1740, 725, 1794]
divider bbox=[772, 382, 822, 383]
main-story bbox=[20, 28, 295, 1264]
divider bbox=[635, 87, 687, 88]
dateline: WASHINGTON, November 17. bbox=[932, 686, 1034, 696]
divider bbox=[772, 121, 822, 122]
story-subhead: ACCORDING TO STOCKHOLM REPORT. bbox=[901, 81, 1065, 91]
divider bbox=[202, 1384, 256, 1385]
story-subhead: EIGHTH ARMY DRIVE IN LIBYA bbox=[168, 1298, 290, 1321]
divider bbox=[937, 318, 1028, 319]
story-subhead: ON THE WESTERN FRINGE OF CYRENAICA bbox=[166, 1390, 292, 1411]
paragraph: Asked whether he could say anything on the position of General de Gaulle, Mr Roosevelt replied that it was all right and he would not worry about it. bbox=[869, 1011, 1097, 1041]
story-subhead: APPROVAL OF ROOSEVELT'S STATEMENT. bbox=[895, 1077, 1071, 1087]
divider bbox=[103, 226, 213, 227]
divider bbox=[635, 120, 687, 121]
divider bbox=[772, 99, 822, 100]
story-subhead: RECENT GERMAN ATTACKS ON STALINGRAD bbox=[752, 58, 842, 93]
paragraph: "Japan has been unable to stage a diversion which, by straining Britain's power, might have helped Hitler in his hour of need. Great positive gains are within our grasp. Allied control in the South-west Pacific means an end of the Japanese threat against bbox=[464, 1980, 587, 2058]
